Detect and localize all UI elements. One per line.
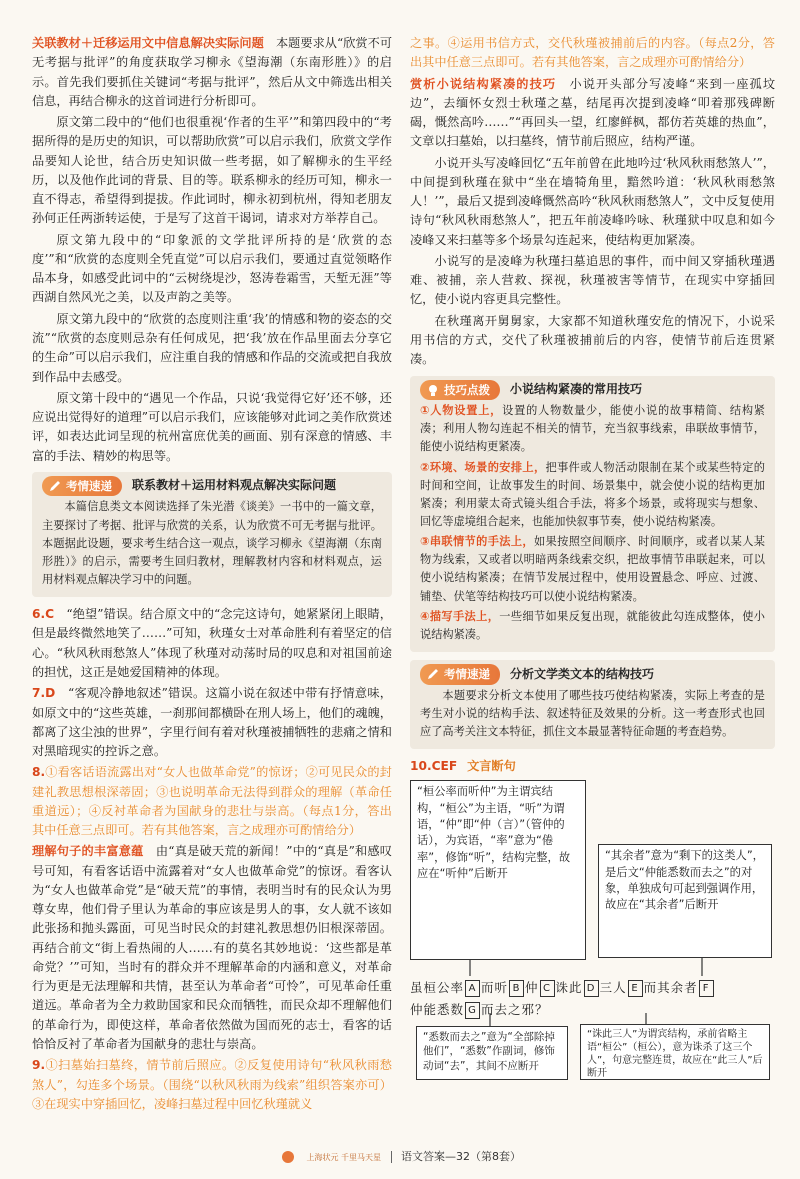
- q6-answer: [32, 605, 392, 682]
- sentence-segment: 仲: [525, 980, 539, 996]
- tip-head: ②环境、场景的安排上，: [420, 460, 546, 474]
- left-column: [32, 34, 392, 1116]
- q9-answer: [32, 1056, 392, 1114]
- question-number: 7.D: [32, 686, 56, 701]
- sentence-division-diagram: [410, 780, 775, 1080]
- exam-insight-box-2: [410, 660, 775, 749]
- question-number: 6.C: [32, 607, 55, 622]
- tip-head: ③串联情节的手法上，: [420, 535, 534, 549]
- q9-analysis-p3: 小说写的是凌峰为秋瑾扫墓追思的事件，而中间又穿插秋瑾遇难、被捕，亲人营救、探视，秋瑾被害等情节，在现实中穿插回忆，使小说内容更具完整性。: [410, 253, 775, 307]
- section-head: 赏析小说结构紧凑的技巧: [410, 76, 557, 91]
- q9-analysis-p2: 小说开头写凌峰回忆“五年前曾在此地吟过‘秋风秋雨愁煞人’”，中间提到秋瑾在狱中“坐在墙犄角里，黯然吟道：‘秋风秋雨愁煞人！’”，最后又提到凌峰慨然高吟“秋风秋雨愁煞人”，文中反复使用诗句“秋风秋雨愁煞人”，把五年前凌峰吟咏、秋瑾狱中叹息和如今凌峰又来扫墓等多个场景勾连起来，使结构更加紧凑。: [410, 155, 775, 247]
- break-mark[interactable]: C: [540, 980, 555, 997]
- break-mark[interactable]: B: [509, 980, 524, 997]
- break-mark[interactable]: G: [465, 1002, 480, 1019]
- note-box-a: “桓公率而听仲”为主谓宾结构，“桓公”为主语，“听”为谓语，“仲”即“仲（言）”（管仲的话），为宾语，“率”意为“倦率”，修饰“听”，结构完整，故应在“听仲”后断开: [410, 780, 586, 960]
- sentence-segment: 三人: [599, 980, 627, 996]
- section-head: 关联教材＋迁移运用文中信息解决实际问题: [32, 36, 264, 50]
- box-title: 小说结构紧凑的常用技巧: [510, 382, 643, 397]
- tip-text: 一些细节如果反复出现，就能彼此勾连成整体，使小说结构紧凑。: [420, 609, 765, 641]
- tip-head: ①人物设置上，: [420, 404, 503, 418]
- question-type: 文言断句: [467, 759, 516, 774]
- sentence-segment: 仲能悉数: [410, 1002, 465, 1018]
- break-mark[interactable]: D: [584, 980, 599, 997]
- tip-text: 设置的人物数量少，能使小说的故事精简、结构紧凑；利用人物勾连起不相关的情节，充当叙事线索，串联故事情节，能使小说结构更紧凑。: [420, 404, 765, 454]
- sentence-line-1: [410, 978, 715, 998]
- sentence-line-2: [410, 1000, 549, 1020]
- box-text: 本篇信息类文本阅读选择了朱光潜《谈美》一书中的一篇文章，主要探讨了考据、批评与欣赏的关系，认为欣赏不可无考据与批评。本题据此设题，要求考生结合这一观点，谈学习柳永《望海潮（东南形胜）》的启示，需要考生回归教材，理解教材内容和材料观点，运用材料观点解决学习中的问题。: [42, 500, 382, 587]
- sentence-segment: 而其余者: [643, 980, 698, 996]
- pen-icon: [426, 667, 440, 681]
- q5-analysis-p5: 原文第十段中的“遇见一个作品，只说‘我觉得它好’还不够，还应说出觉得好的道理”可以启示我们，应该能够对此词之美作欣赏述评，如表达此词呈现的杭州富庶优美的画面、别有深意的情感、丰富的手法、精妙的构思等。: [32, 390, 392, 463]
- q9-answer-cont: 之事。④运用书信方式，交代秋瑾被捕前后的内容。（每点2分，答出其中任意三点即可。若有其他答案，言之成理亦可酌情给分）: [410, 36, 775, 70]
- q5-analysis-p3: 原文第九段中的“印象派的文学批评所持的是‘欣赏的态度’”和“欣赏的态度则全凭直觉”可以启示我们，要通过直觉领略作品本身，如感受此词中的“云树绕堤沙，怒涛卷霜雪，天堑无涯”等西湖自然风光之美，以及声韵之美等。: [32, 232, 392, 305]
- right-column: [410, 34, 775, 1080]
- tip-item: [420, 608, 765, 644]
- sentence-segment: 而去之邪？: [481, 1002, 549, 1018]
- q9-analysis-p4: 在秋瑾离开舅舅家，大家都不知道秋瑾安危的情况下，小说采用书信的方式，交代了秋瑾被捕前后的内容，使情节前后连贯紧凑。: [410, 313, 775, 367]
- text: 本题要求从“欣赏不可无考据与批评”的角度获取学习柳永《望海潮（东南形胜）》的启示。首先我们要抓住关键词“考据与批评”，然后从文中筛选出相关信息，再结合柳永的这首词进行分析即可。: [32, 36, 393, 108]
- tag-label: 考情速递: [66, 478, 112, 493]
- tag-label: 考情速递: [444, 666, 490, 681]
- box-text: 本题要求分析文本使用了哪些技巧使结构紧凑，实际上考查的是考生对小说的结构手法、叙述特征及效果的分析。这一考查形式也回应了高考关注文本特征，抓住文本最显著特征命题的考查趋势。: [420, 688, 765, 738]
- text: 由“真是破天荒的新闻！”中的“真是”和感叹号可知，有看客话语中流露着对“女人也做革命党”的惊讶。看客认为“女人也做革命党”是“破天荒”的事情，表明当时有的民众认为男尊女卑，他们骨子里认为革命的事应该是男人的事，女人就不该如此张扬和抛头露面，可见当时民众的封建礼教思想仍旧根深蒂固。再结合前文“街上看热闹的人……有的莫名其妙地说：‘这些都是革命党？’”可知，当时有的群众并不理解革命的内涵和意义，对革命行为更是无法理解和共情，甚至认为革命者“可怜”，可见革命任重道远。革命者为全力救助国家和民众而牺牲，而民众却不理解他们的革命行为，即使这样，革命者依然做为国而死的志士，看客的话恰恰反衬了革命者为国献身的悲壮与崇高。: [32, 844, 392, 1052]
- q5-analysis-p2: 原文第二段中的“他们也很重视‘作者的生平’”和第四段中的“考据所得的是历史的知识，可以帮助欣赏”可以启示我们，欣赏文学作品要知人论世，结合历史知识做一些考据，如了解柳永的生平经历，以及他作此词的背景、目的等。联系柳永的经历可知，柳永一直不得志，希望得到提拔。作此词时，柳永初到杭州，得知老朋友孙何正任两浙转运使，于是写了这首干谒词，请求对方举荐自己。: [32, 115, 392, 226]
- tips-tag: [420, 380, 500, 401]
- note-box-c: “悉数而去之”意为“全部除掉他们”，“悉数”作副词，修饰动词“去”，其间不应断开: [416, 1026, 568, 1080]
- exam-insight-tag: [42, 476, 122, 497]
- q5-analysis-p1: [32, 34, 392, 111]
- text: ①扫墓始扫墓终，情节前后照应。②反复使用诗句“秋风秋雨愁煞人”，勾连多个场景。（围绕“以秋风秋雨为线索”组织答案亦可）③在现实中穿插回忆，凌峰扫墓过程中回忆秋瑾就义: [32, 1058, 392, 1111]
- q7-answer: [32, 684, 392, 761]
- question-number: 10.CEF: [410, 759, 458, 774]
- brand-logo-icon: [279, 1150, 297, 1164]
- exam-insight-box-1: [32, 472, 392, 597]
- text: ①看客话语流露出对“女人也做革命党”的惊讶；②可见民众的封建礼教思想根深蒂固；③也说明革命无法得到群众的理解（革命任重道远）；④反衬革命者为国献身的悲壮与崇高。（每点1分，答出其中任意三点即可。若有其他答案，言之成理亦可酌情给分）: [32, 765, 392, 838]
- note-box-d: “诛此三人”为谓宾结构，承前省略主语“桓公”（桓公），意为诛杀了这三个人”，句意完整连贯，故应在“此三人”后断开: [580, 1024, 770, 1080]
- sentence-segment: 诛此: [555, 980, 583, 996]
- tip-text: 把事件或人物活动限制在某个或某些特定的时间和空间，让故事发生的时间、场景集中，就会使小说的结构更加紧凑；利用蒙太奇式镜头组合手法，将多个场景，或将现实与想象、回忆等虚境组合起来，也能加快叙事节奏，使小说结构紧凑。: [420, 460, 765, 528]
- q8-analysis: [32, 842, 392, 1054]
- q5-analysis-p4: 原文第九段中的“欣赏的态度则注重‘我’的情感和物的姿态的交流”“欣赏的态度则忌杂有任何成见，把‘我’放在作品里面去分享它的生命”可以启示我们，应注重自我的情感和作品的交流或把自我放到作品中去感受。: [32, 311, 392, 384]
- brand-name: 上海状元 千里马天星: [306, 1153, 382, 1162]
- question-number: 8.: [32, 765, 46, 780]
- text: 小说开头部分写凌峰“来到一座孤坟边”，去缅怀女烈士秋瑾之墓，结尾再次提到凌峰“叩着那残碑断碣，慨然高吟……”“再回头一望，红廖鲜枫，都仿若英雄的热血”，文章以扫墓始，以扫墓终，情节前后照应，结构严谨。: [410, 76, 776, 149]
- tip-text: 如果按照空间顺序、时间顺序，或者以某人某物为线索，又或者以明暗两条线索交织，把故事情节串联起来，可以使小说结构紧凑；在情节发展过程中，使用设置悬念、呼应、过渡、铺垫、伏笔等结构技巧可以使小说结构紧凑。: [420, 535, 765, 603]
- divider: [391, 1151, 392, 1163]
- text: “绝望”错误。结合原文中的“念完这诗句，她紧紧闭上眼睛，但是最终微然地笑了……”可知，秋瑾女士对革命胜利有着坚定的信心。“秋风秋雨愁煞人”体现了秋瑾对动荡时局的叹息和对祖国前途的担忧，这正是她爱国精神的体现。: [32, 607, 392, 679]
- section-head: 理解句子的丰富意蕴: [32, 844, 144, 859]
- sentence-segment: 而听: [481, 980, 509, 996]
- q8-answer: [32, 763, 392, 840]
- q9-analysis-p1: [410, 75, 775, 152]
- tip-item: [420, 459, 765, 532]
- pen-icon: [48, 479, 62, 493]
- tip-head: ④描写手法上，: [420, 609, 500, 623]
- break-mark[interactable]: F: [699, 980, 714, 997]
- q10-header: [410, 757, 775, 776]
- tip-item: [420, 402, 765, 456]
- lightbulb-icon: [426, 383, 440, 397]
- note-box-b: “其余者”意为“剩下的这类人”，是后文“仲能悉数而去之”的对象，单独成句可起到强调作用，故应在“其余者”后断开: [598, 844, 772, 958]
- break-mark[interactable]: A: [465, 980, 480, 997]
- page-number: 语文答案—32（第8套）: [401, 1150, 522, 1163]
- tips-box: [410, 376, 775, 652]
- tip-item: [420, 533, 765, 606]
- text: “客观冷静地叙述”错误。这篇小说在叙述中带有抒情意味，如原文中的“这些英雄，一刹那间都横卧在刑人场上，他们的魂魄，都离了这尘浊的世界”，字里行间有着对秋瑾被捕牺牲的悲痛之情和对黑暗现实的控诉之意。: [32, 686, 392, 759]
- exam-insight-tag: [420, 664, 500, 685]
- box-title: 分析文学类文本的结构技巧: [510, 666, 655, 681]
- tag-label: 技巧点拨: [444, 382, 490, 397]
- page-footer: [0, 1148, 800, 1165]
- break-mark[interactable]: E: [628, 980, 643, 997]
- question-number: 9.: [32, 1058, 46, 1073]
- box-title: 联系教材＋运用材料观点解决实际问题: [132, 478, 337, 493]
- sentence-segment: 虽桓公率: [410, 980, 465, 996]
